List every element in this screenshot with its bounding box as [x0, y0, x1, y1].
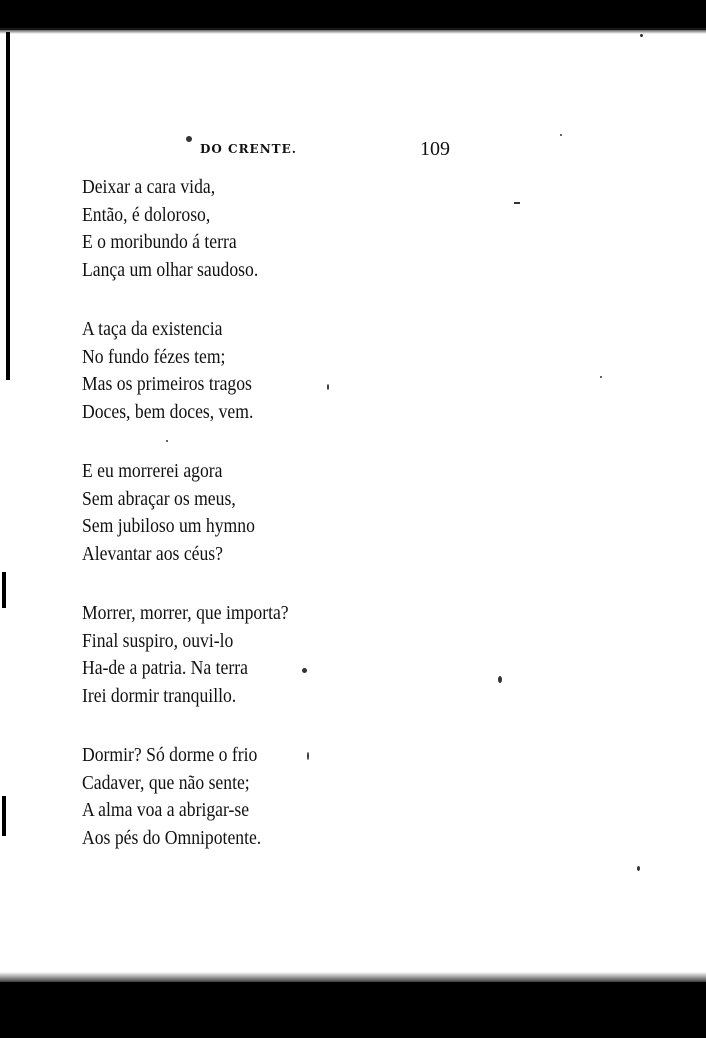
scan-bottom-border: [0, 982, 706, 1038]
scan-top-border: [0, 0, 706, 30]
stanza: [82, 458, 357, 568]
verse-line: Dormir? Só dorme o frio: [82, 744, 258, 766]
stanza: [82, 742, 357, 852]
page-header: [0, 138, 706, 162]
poem-body: [82, 174, 357, 884]
running-head: DO CRENTE.: [200, 142, 297, 156]
scan-speck: [498, 676, 502, 683]
verse-line: E eu morrerei agora: [82, 460, 223, 482]
scan-speck: [640, 34, 643, 37]
verse-line: A alma voa a abrigar-se: [82, 799, 250, 821]
verse-line: Lança um olhar saudoso.: [82, 258, 259, 281]
page-number: 109: [420, 138, 450, 160]
scan-left-mark: [2, 796, 6, 836]
verse-line: No fundo fézes tem;: [82, 345, 226, 368]
stanza: [82, 316, 357, 426]
verse-line: Mas os primeiros tragos: [82, 373, 252, 395]
verse-line: Final suspiro, ouvi-lo: [82, 629, 234, 652]
verse-line: Aos pés do Omnipotente.: [82, 826, 262, 849]
scan-top-shadow: [0, 28, 706, 34]
verse-line: Ha-de a patria. Na terra: [82, 657, 248, 679]
verse-line: Sem jubiloso um hymno: [82, 515, 255, 537]
verse-line: Deixar a cara vida,: [82, 176, 216, 198]
verse-line: E o moribundo á terra: [82, 231, 237, 253]
scan-speck: [600, 376, 602, 378]
verse-line: Doces, bem doces, vem.: [82, 400, 254, 423]
verse-line: Sem abraçar os meus,: [82, 487, 236, 510]
verse-line: A taça da existencia: [82, 318, 223, 340]
scan-left-mark: [2, 572, 6, 608]
scan-speck: [514, 202, 520, 204]
scan-speck: [637, 866, 640, 871]
verse-line: Irei dormir tranquillo.: [82, 684, 237, 707]
verse-line: Cadaver, que não sente;: [82, 771, 250, 794]
stanza: [82, 174, 357, 284]
verse-line: Alevantar aos céus?: [82, 542, 223, 565]
verse-line: Então, é doloroso,: [82, 203, 211, 226]
verse-line: Morrer, morrer, que importa?: [82, 602, 289, 624]
scan-left-border: [6, 32, 10, 380]
scan-speck: [560, 134, 562, 136]
stanza: [82, 600, 357, 710]
